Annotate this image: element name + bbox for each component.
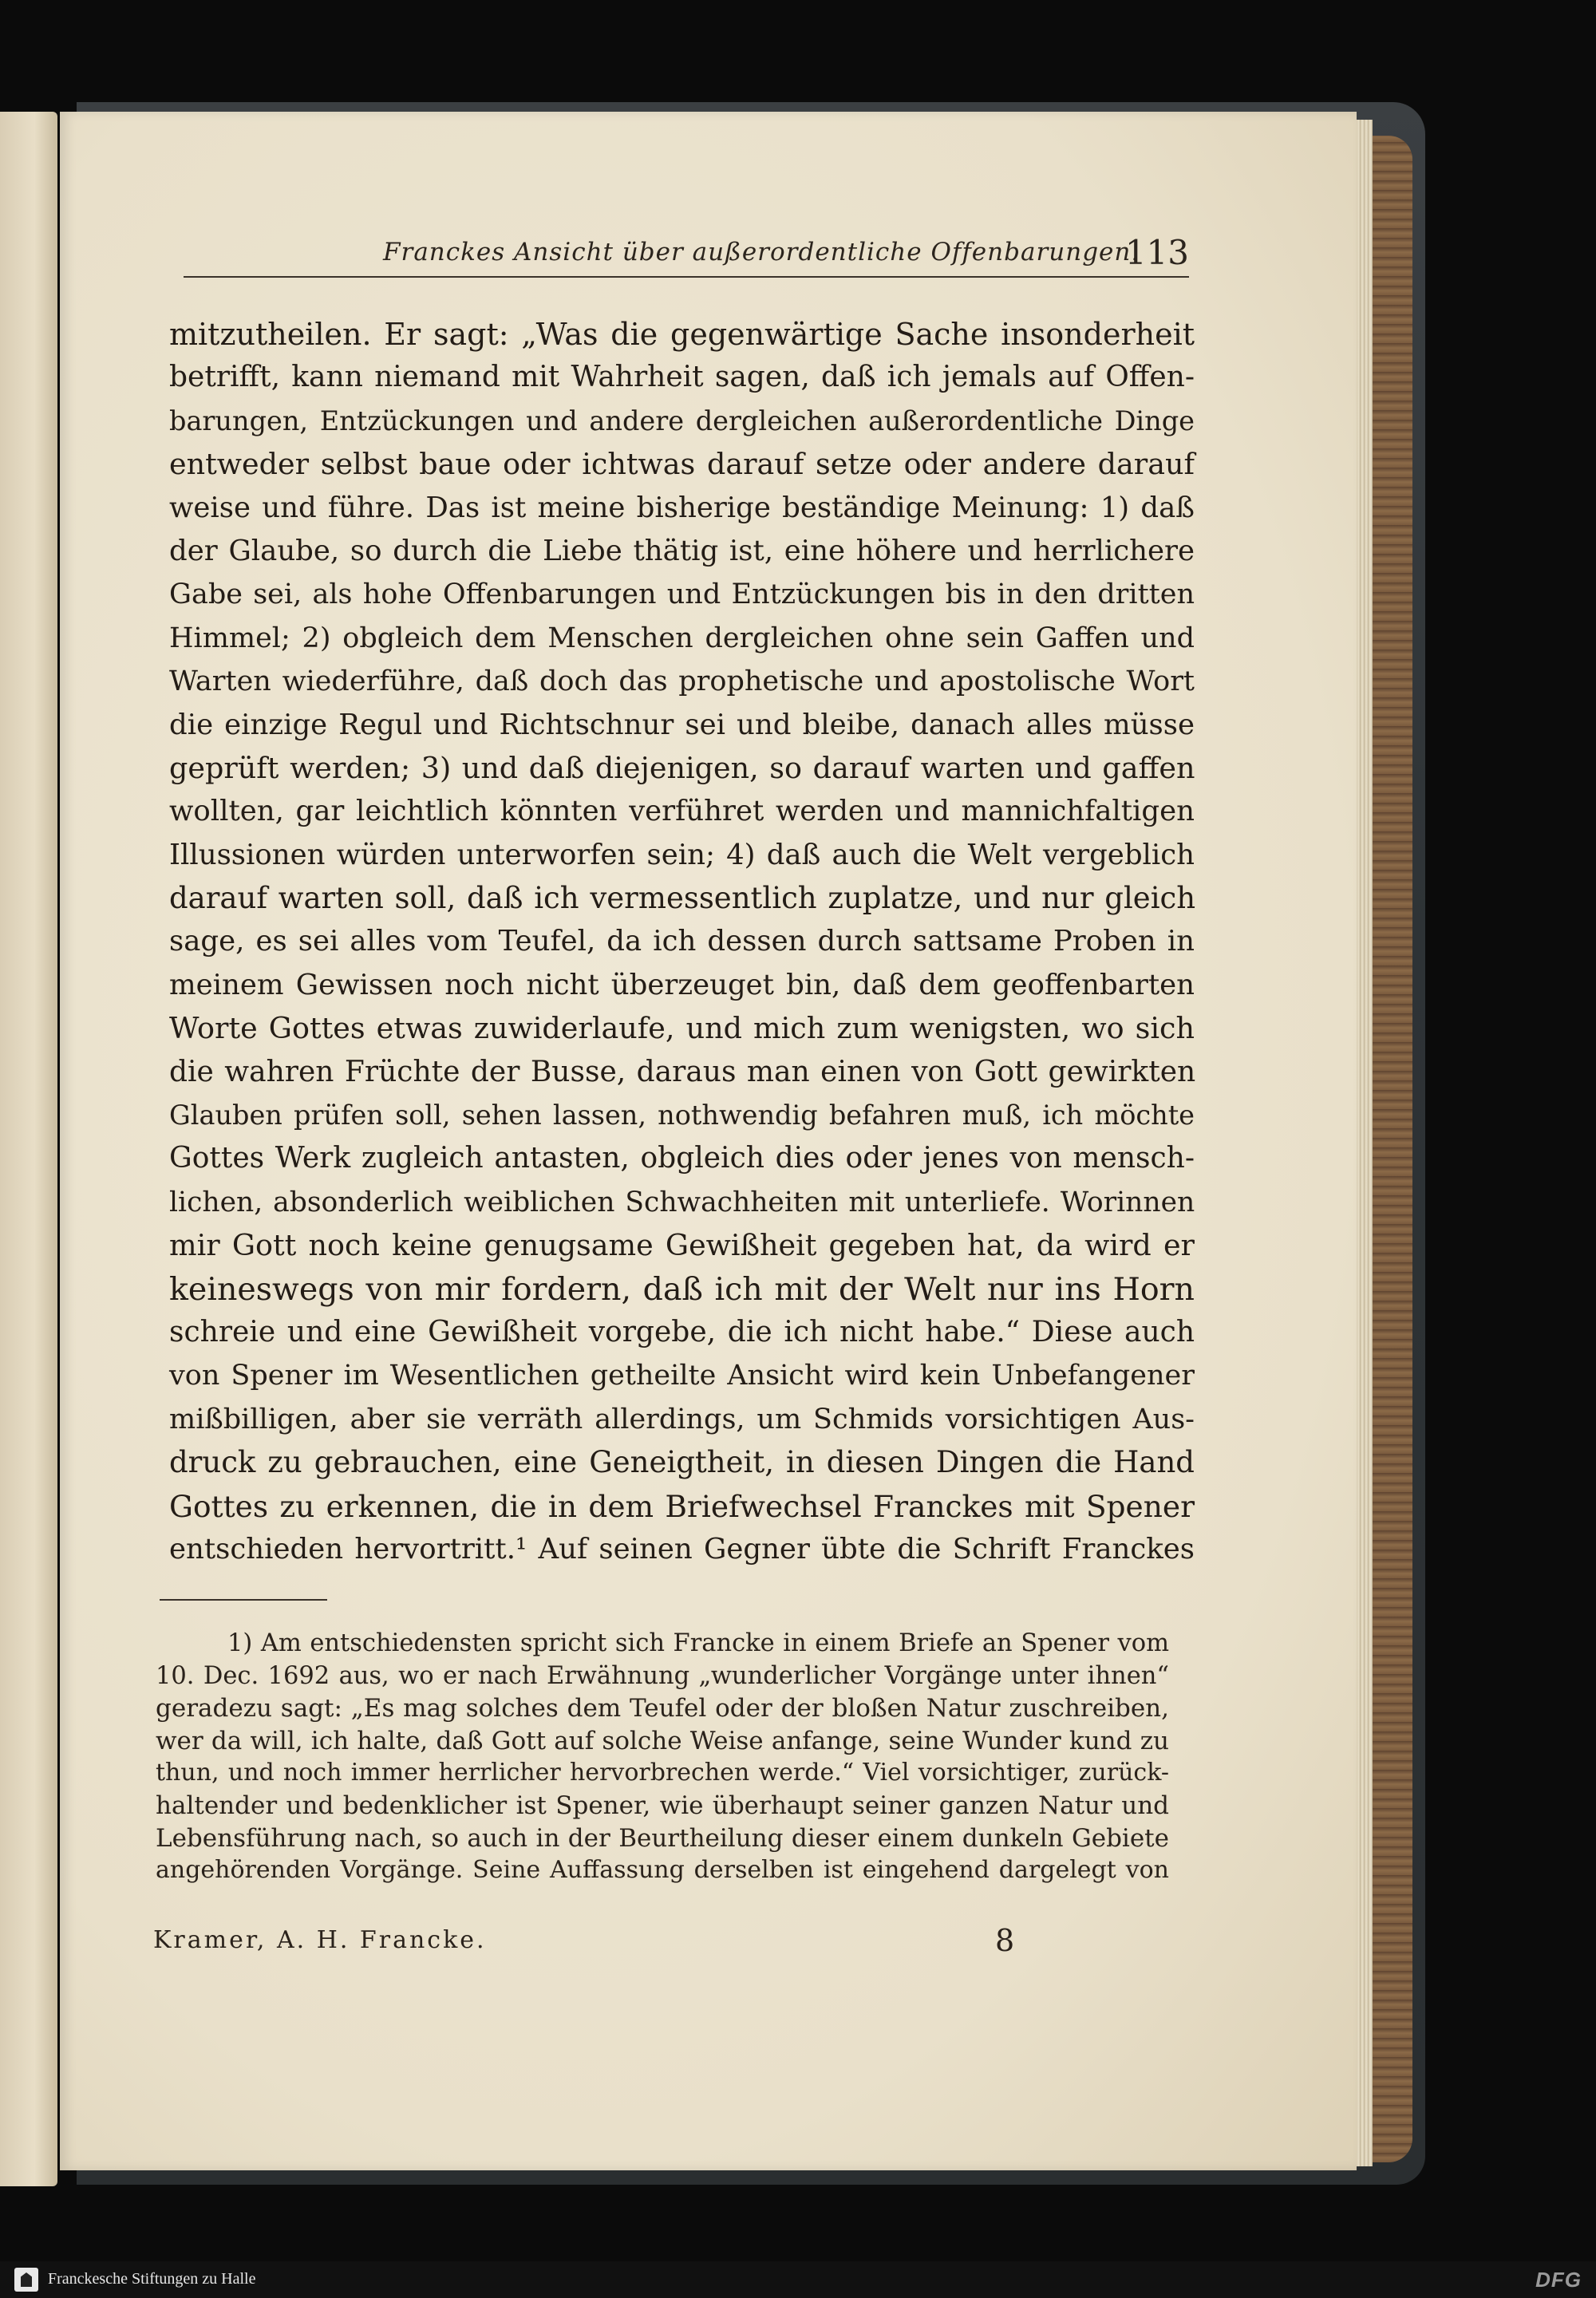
footnote-rule — [160, 1599, 327, 1601]
body-line: weise und führe. Das ist meine bisherige beständige Meinung: 1) daß — [169, 491, 1195, 524]
footnote-line: 1) Am entschiedensten spricht sich Francke in einem Briefe an Spener vom — [227, 1629, 1169, 1657]
body-line: Worte Gottes etwas zuwiderlaufe, und mich zum wenigsten, wo sich — [169, 1011, 1195, 1046]
body-line: mitzutheilen. Er sagt: „Was die gegenwärtige Sache insonderheit — [169, 317, 1195, 352]
footnote-line: thun, und noch immer herrlicher hervorbrechen werde.“ Viel vorsichtiger, zurück- — [156, 1759, 1169, 1787]
body-line: Illussionen würden unterworfen sein; 4) daß auch die Welt vergeblich — [169, 838, 1195, 871]
body-line: entschieden hervortritt.¹ Auf seinen Gegner übte die Schrift Franckes — [169, 1532, 1195, 1566]
building-icon — [21, 2272, 32, 2287]
body-line: der Glaube, so durch die Liebe thätig ist, eine höhere und herrlichere — [169, 534, 1195, 567]
footnote-line: 10. Dec. 1692 aus, wo er nach Erwähnung „wunderlicher Vorgänge unter ihnen“ — [156, 1661, 1169, 1690]
footer-bar — [0, 2261, 1596, 2298]
running-title: Franckes Ansicht über außerordentliche Offenbarungen. — [383, 238, 1140, 267]
footnote — [156, 1628, 1169, 1887]
footnote-line: wer da will, ich halte, daß Gott auf solche Weise anfange, seine Wunder kund zu — [156, 1726, 1169, 1755]
signature-number: 8 — [995, 1923, 1015, 1958]
signature-author: Kramer, A. H. Francke. — [153, 1926, 487, 1954]
body-text — [169, 313, 1195, 1571]
signature-line — [153, 1923, 1175, 1961]
footnote-line: haltender und bedenklicher ist Spener, wie überhaupt seiner ganzen Natur und — [156, 1791, 1169, 1820]
body-line: von Spener im Wesentlichen getheilte Ansicht wird kein Unbefangener — [169, 1360, 1195, 1392]
body-line: barungen, Entzückungen und andere dergleichen außerordentliche Dinge — [169, 405, 1195, 436]
body-line: Gottes Werk zugleich antasten, obgleich dies oder jenes von mensch- — [169, 1142, 1195, 1175]
body-line: Himmel; 2) obgleich dem Menschen dergleichen ohne sein Gaffen und — [169, 622, 1195, 654]
body-line: lichen, absonderlich weiblichen Schwachheiten mit unterliefe. Worinnen — [169, 1186, 1195, 1218]
page-number: 113 — [1124, 233, 1189, 272]
body-line: Glauben prüfen soll, sehen lassen, nothwendig befahren muß, ich möchte — [169, 1100, 1195, 1131]
body-line: wollten, gar leichtlich könnten verführet werden und mannichfaltigen — [169, 795, 1195, 828]
body-line: darauf warten soll, daß ich vermessentlich zuplatze, und nur gleich — [169, 881, 1196, 916]
body-line: meinem Gewissen noch nicht überzeuget bin, daß dem geoffenbarten — [169, 968, 1195, 1001]
footnote-line: Lebensführung nach, so auch in der Beurtheilung dieser einem dunkeln Gebiete — [156, 1823, 1169, 1853]
footer-institution: Franckesche Stiftungen zu Halle — [48, 2270, 256, 2288]
body-line: die einzige Regul und Richtschnur sei und bleibe, danach alles müsse — [169, 708, 1195, 741]
previous-page-edge — [0, 112, 57, 2186]
body-line: schreie und eine Gewißheit vorgebe, die ich nicht habe.“ Diese auch — [169, 1315, 1195, 1348]
body-line: mißbilligen, aber sie verräth allerdings, um Schmids vorsichtigen Aus- — [169, 1403, 1195, 1435]
body-line: die wahren Früchte der Busse, daraus man einen von Gott gewirkten — [169, 1055, 1196, 1088]
institution-logo-icon — [14, 2268, 38, 2292]
body-line: Warten wiederführe, daß doch das prophetische und apostolische Wort — [169, 665, 1195, 698]
body-line: keineswegs von mir fordern, daß ich mit der Welt nur ins Horn — [169, 1270, 1195, 1308]
body-line: druck zu gebrauchen, eine Geneigtheit, in diesen Dingen die Hand — [169, 1445, 1195, 1480]
footnote-line: geradezu sagt: „Es mag solches dem Teufel oder der bloßen Natur zuschreiben, — [156, 1694, 1169, 1724]
body-line: betrifft, kann niemand mit Wahrheit sagen, daß ich jemals auf Offen- — [169, 361, 1195, 394]
footnote-line: angehörenden Vorgänge. Seine Auffassung derselben ist eingehend dargelegt von — [156, 1856, 1169, 1885]
body-line: geprüft werden; 3) und daß diejenigen, so darauf warten und gaffen — [169, 750, 1195, 785]
body-line: Gottes zu erkennen, die in dem Briefwechsel Franckes mit Spener — [169, 1488, 1195, 1524]
body-line: mir Gott noch keine genugsame Gewißheit gegeben hat, da wird er — [169, 1228, 1195, 1263]
dfg-logo-icon: DFG — [1535, 2268, 1582, 2292]
body-line: Gabe sei, als hohe Offenbarungen und Entzückungen bis in den dritten — [169, 578, 1195, 611]
body-line: sage, es sei alles vom Teufel, da ich dessen durch sattsame Proben in — [169, 925, 1195, 958]
running-head — [184, 233, 1189, 278]
body-line: entweder selbst baue oder ichtwas darauf setze oder andere darauf — [169, 447, 1195, 482]
